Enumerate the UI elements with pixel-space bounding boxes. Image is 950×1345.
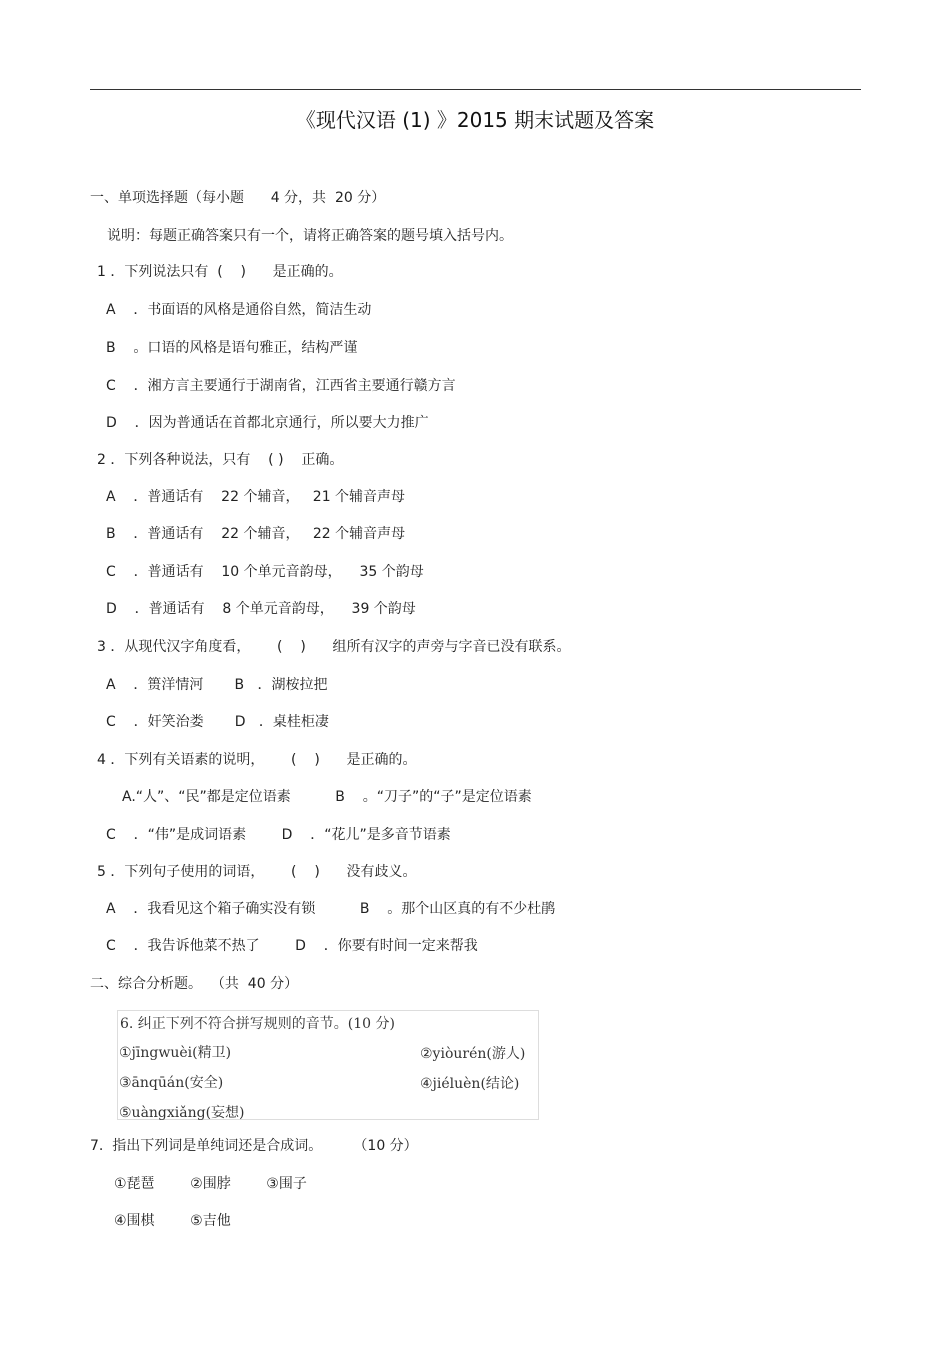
q1-option-a: A ．书面语的风格是通俗自然，简洁生动 [106, 302, 372, 318]
q5-stem: 5 ．下列句子使用的词语， ( ) 没有歧义。 [97, 864, 417, 880]
q4-stem: 4 ．下列有关语素的说明， ( ) 是正确的。 [97, 752, 417, 768]
q7-row-2: ④围棋 ⑤吉他 [114, 1213, 231, 1229]
q7-stem: 7. 指出下列词是单纯词还是合成词。 （10 分） [90, 1138, 418, 1154]
q6-item-2: ②yiòurén(游人) [420, 1046, 526, 1062]
q6-scanned-figure [117, 1010, 539, 1120]
q1-stem: 1 ．下列说法只有 ( ) 是正确的。 [97, 264, 343, 280]
q6-title: 6. 纠正下列不符合拼写规则的音节。(10 分) [120, 1016, 395, 1032]
section1-note: 说明：每题正确答案只有一个，请将正确答案的题号填入括号内。 [107, 228, 513, 244]
section2-heading: 二、综合分析题。 （共 40 分） [90, 976, 299, 992]
q2-option-a: A ．普通话有 22 个辅音， 21 个辅音声母 [106, 489, 406, 505]
q5-options-ab: A ．我看见这个箱子确实没有锁 B 。那个山区真的有不少杜鹃 [106, 901, 556, 917]
q1-option-d: D ．因为普通话在首都北京通行，所以要大力推广 [106, 415, 429, 431]
q2-option-c: C ．普通话有 10 个单元音韵母， 35 个韵母 [106, 564, 424, 580]
header-rule [90, 89, 861, 90]
q3-stem: 3 ．从现代汉字角度看， ( ) 组所有汉字的声旁与字音已没有联系。 [97, 639, 571, 655]
q6-item-5: ⑤uàngxiǎng(妄想) [119, 1105, 245, 1121]
q4-options-ab: A.“人”、“民”都是定位语素 B 。“刀子”的“子”是定位语素 [122, 789, 532, 805]
q2-stem: 2 ．下列各种说法，只有 ( ) 正确。 [97, 452, 344, 468]
q7-row-1: ①琵琶 ②围脖 ③围子 [114, 1176, 307, 1192]
q5-options-cd: C ．我告诉他菜不热了 D ．你要有时间一定来帮我 [106, 938, 478, 954]
q6-item-1: ①jīngwuèi(精卫) [119, 1045, 232, 1061]
q3-options-cd: C ．奸笑治娄 D ．桌桂柜凄 [106, 714, 329, 730]
q2-option-b: B ．普通话有 22 个辅音， 22 个辅音声母 [106, 526, 406, 542]
document-title: 《现代汉语 (1) 》2015 期末试题及答案 [295, 108, 655, 132]
q2-option-d: D ．普通话有 8 个单元音韵母， 39 个韵母 [106, 601, 416, 617]
section1-heading: 一、单项选择题（每小题 4 分，共 20 分） [90, 190, 386, 206]
q6-item-3: ③ānqūán(安全) [119, 1075, 224, 1091]
q1-option-b: B 。口语的风格是语句雅正，结构严谨 [106, 340, 358, 356]
q6-item-4: ④jiéluèn(结论) [420, 1076, 520, 1092]
q1-option-c: C ．湘方言主要通行于湖南省，江西省主要通行赣方言 [106, 378, 456, 394]
q3-options-ab: A ．篑洋情河 B ．湖桉拉把 [106, 677, 328, 693]
q4-options-cd: C ．“伟”是成词语素 D ．“花儿”是多音节语素 [106, 827, 451, 843]
